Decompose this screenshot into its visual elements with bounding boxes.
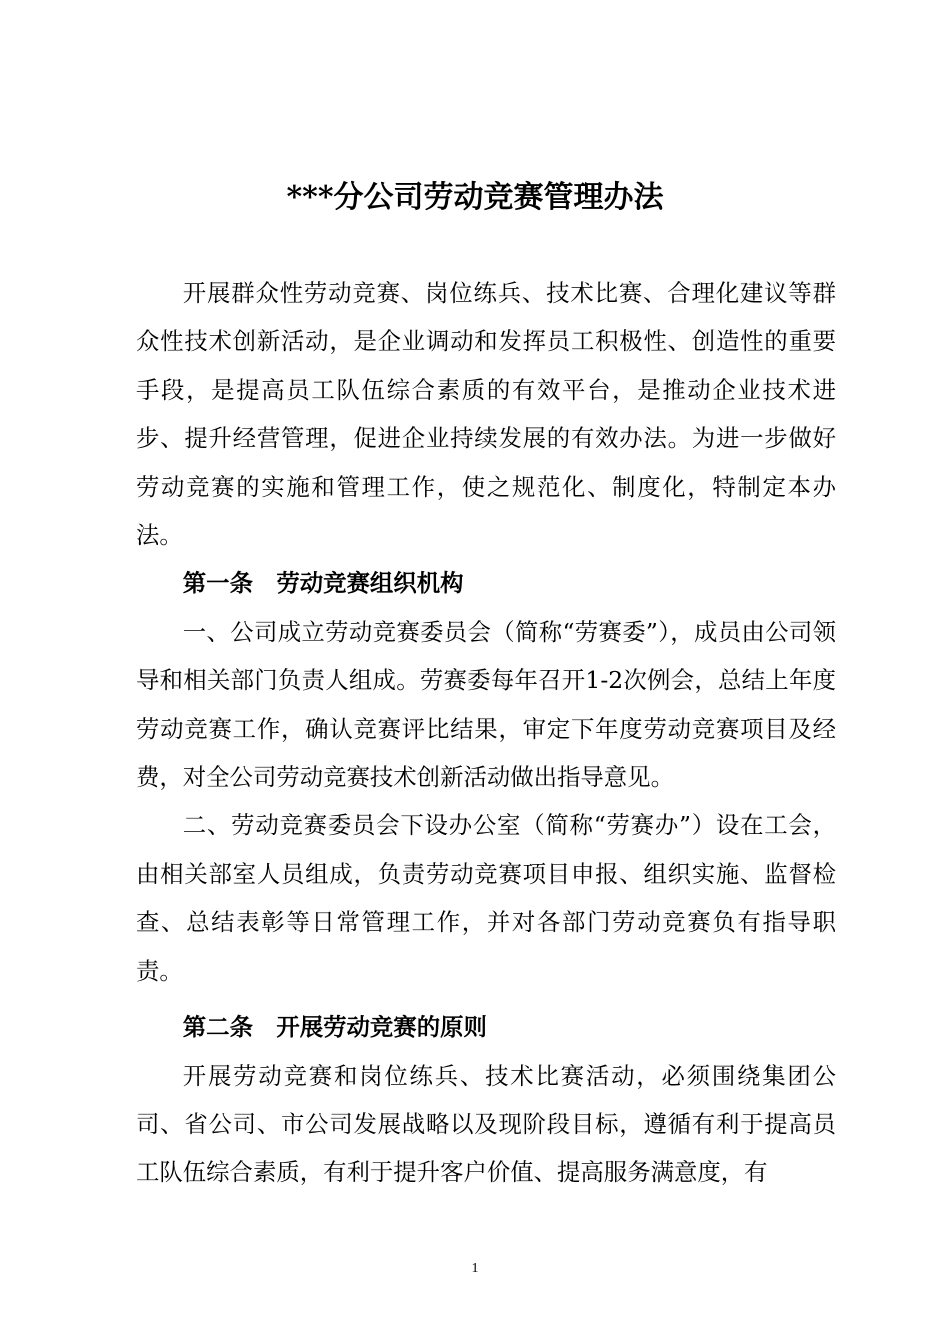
intro-paragraph: 开展群众性劳动竞赛、岗位练兵、技术比赛、合理化建议等群众性技术创新活动，是企业调动和发挥员工积极性、创造性的重要手段，是提高员工队伍综合素质的有效平台，是推动企业技术进步、提升经营管理，促进企业持续发展的有效办法。为进一步做好劳动竞赛的实施和管理工作，使之规范化、制度化，特制定本办法。 [136,279,836,550]
article-1-paragraph-1: 一、公司成立劳动竞赛委员会（简称“劳赛委”），成员由公司领导和相关部门负责人组成。劳赛委每年召开1-2次例会，总结上年度劳动竞赛工作，确认竞赛评比结果，审定下年度劳动竞赛项目及经费，对全公司劳动竞赛技术创新活动做出指导意见。 [136,617,836,792]
document-body [136,269,836,1197]
document-title: ***分公司劳动竞赛管理办法 [286,180,664,215]
article-2-paragraph-1: 开展劳动竞赛和岗位练兵、技术比赛活动，必须围绕集团公司、省公司、市公司发展战略以及现阶段目标，遵循有利于提高员工队伍综合素质，有利于提升客户价值、提高服务满意度，有 [136,1061,836,1187]
article-2-heading: 第二条 开展劳动竞赛的原则 [182,1013,487,1042]
article-1-heading: 第一条 劳动竞赛组织机构 [182,569,464,598]
page-number: 1 [471,1261,479,1276]
article-1-paragraph-2: 二、劳动竞赛委员会下设办公室（简称“劳赛办”）设在工会，由相关部室人员组成，负责劳动竞赛项目申报、组织实施、监督检查、总结表彰等日常管理工作，并对各部门劳动竞赛负有指导职责。 [136,811,836,985]
